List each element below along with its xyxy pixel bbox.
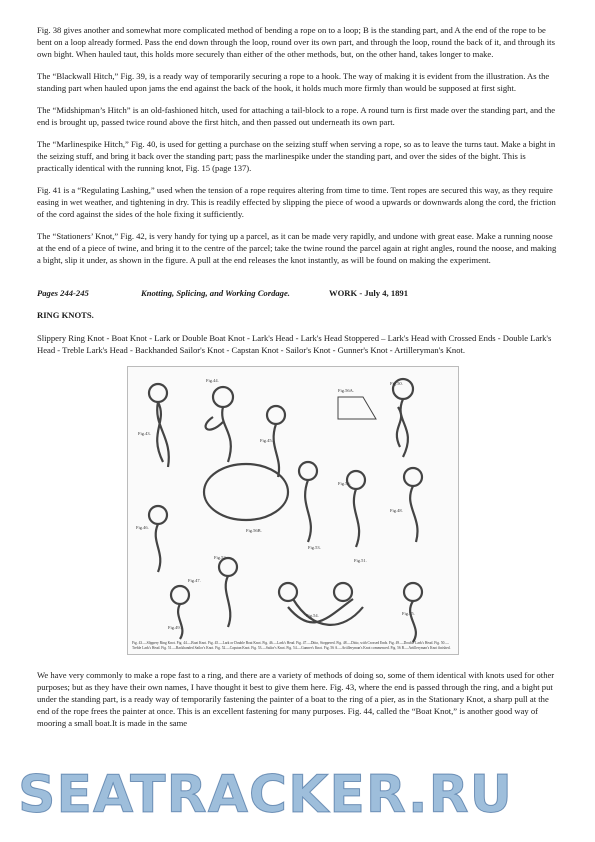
header-pages: Pages 244-245	[37, 288, 89, 298]
label-fig45: Fig.45.	[260, 438, 273, 443]
label-fig48: Fig.48.	[390, 508, 403, 513]
ring-fig47	[171, 586, 189, 604]
ring-fig49	[404, 468, 422, 486]
rope-fig49	[410, 486, 417, 542]
watermark-logo	[8, 742, 593, 832]
paragraph-blackwall-hitch: The “Blackwall Hitch,” Fig. 39, is a ready way of temporarily securing a rope to a hook. The way of making it is evident from the illustration. As the standing part when hauled upon jams the end against the back of the hook, it holds much more firmly than would be supposed at first sight.	[37, 71, 550, 93]
label-fig56a: Fig.56A.	[338, 388, 355, 393]
rope-fig56a	[338, 397, 376, 419]
ring-fig50	[299, 462, 317, 480]
rope-fig56b	[204, 464, 288, 520]
label-fig56: Fig.56.	[338, 481, 351, 486]
section-title: RING KNOTS.	[37, 310, 94, 320]
label-fig43: Fig.43.	[138, 431, 151, 436]
rope-fig47	[178, 604, 182, 639]
label-fig49: Fig.49.	[168, 625, 181, 630]
ring-fig46	[149, 506, 167, 524]
watermark-text: SEATRACKER.RU	[18, 765, 513, 825]
rope-fig52	[226, 576, 231, 627]
knot-list: Slippery Ring Knot - Boat Knot - Lark or Double Boat Knot - Lark's Head - Lark's Head Stoppered – Lark's Head with Crossed Ends - Double Lark's Head - Treble Lark's Head - Backhanded Sailor's Knot - Capstan Knot - Sailor's Knot - Gunner's Knot - Artilleryman's Knot.	[37, 333, 552, 355]
rope-fig54	[288, 599, 363, 625]
rope-fig50	[305, 480, 311, 542]
label-fig53: Fig.53.	[308, 545, 321, 550]
paragraph-midshipman-hitch: The “Midshipman’s Hitch” is an old-fashioned hitch, used for attaching a tail-block to a rope. A round turn is first made over the standing part, and the end is brought up, passed twice round above the first hitch, and then passed out underneath its own part.	[37, 105, 556, 127]
paragraph-marlinespike-hitch: The “Marlinespike Hitch,” Fig. 40, is used for getting a purchase on the seizing stuff when serving a rope, so as to leave the turns taut. Make a bight in the seizing stuff, and bring it back over the standing part; pass the marlinespike under the standing part, and over the sides of the bight. This is practically identical with the running knot, Fig. 15 (page 137).	[37, 139, 556, 173]
label-fig46: Fig.46.	[136, 525, 149, 530]
header-title: Knotting, Splicing, and Working Cordage.	[141, 288, 290, 298]
label-fig54: Fig.54.	[306, 613, 319, 618]
paragraph-regulating-lashing: Fig. 41 is a “Regulating Lashing,” used when the tension of a rope requires altering from time to time. Tent ropes are secured this way, as they require easing in wet weather, and tightening in dry. This is readily effected by slipping the piece of wood a upwards or downwards along the cord, the friction of the cord against the sides of the hole fixing it sufficiently.	[37, 185, 556, 219]
rope-fig55	[397, 399, 408, 457]
ring-fig43	[149, 384, 167, 402]
rope-fig45	[274, 424, 279, 477]
label-fig56b: Fig.56B.	[246, 528, 262, 533]
label-fig55: Fig.55.	[402, 611, 415, 616]
paragraph-ring-fastening: We have very commonly to make a rope fast to a ring, and there are a variety of methods of doing so, some of them identical with knots used for other purposes; but as they have their own names, I have thought it best to give them here. Fig. 43, where the end is passed through the ring, and a bight put under the standing part, is a ready way of temporarily fastening the painter of a boat to the ring of a pier, as in the Stationary Knot, a sharp pull at the end of the rope frees the painter at once. This is an excellent fastening for many purposes. Fig. 44, called the “Boat Knot,” is another good way of mooring a small boat.It is made in the same	[37, 670, 555, 728]
label-fig51: Fig.51.	[354, 558, 367, 563]
rope-fig51	[354, 489, 359, 547]
ring-fig53	[404, 583, 422, 601]
knot-illustrations	[128, 367, 458, 654]
rope-fig53	[410, 601, 416, 642]
document-page	[37, 24, 559, 739]
source-header	[37, 288, 559, 298]
label-fig50: Fig.50.	[390, 381, 403, 386]
label-fig47: Fig.47.	[188, 578, 201, 583]
figure-caption: Fig. 43.—Slippery Ring Knot. Fig. 44.—Boat Knot. Fig. 45.—Lark or Double Boat Knot. Fig. 46.—Lark's Head. Fig. 47.—Ditto, Stoppered. Fig. 48.—Ditto, with Crossed Ends. Fig. 49.—Double Lark's Head. Fig. 50.—Treble Lark's Head. Fig. 51.—Backhanded Sailor's Knot. Fig. 52.—Capstan Knot. Fig. 53.—Sailor's Knot. Fig. 54.—Gunner's Knot. Fig. 56 A.—Artilleryman's Knot commenced. Fig. 56 B.—Artilleryman's Knot finished.	[132, 641, 451, 650]
ring-fig52	[219, 558, 237, 576]
ring-fig45	[267, 406, 285, 424]
rope-fig43	[157, 402, 169, 467]
paragraph-stationers-knot: The “Stationers’ Knot,” Fig. 42, is very handy for tying up a parcel, as it can be made very rapidly, and undone with great ease. Make a running noose at the end of a piece of twine, and bring it to the centre of the parcel; take the twine round the parcel again at right angles, round the noose, and making a bight, slip it under, as shown in the figure. A pull at the end releases the knot instantly, as will be found on making the experiment.	[37, 231, 557, 265]
ring-knots-figure	[127, 366, 459, 655]
ring-fig51	[347, 471, 365, 489]
header-work: WORK - July 4, 1891	[329, 288, 409, 298]
paragraph-fig38: Fig. 38 gives another and somewhat more complicated method of bending a rope on to a loop; B is the standing part, and A the end of the rope to be bent on a loop already formed. Pass the end down through the loop, round over its own part, and through the loop, round the back of it, and through its own bight. When hauled taut, this holds more securely than either of the other methods, but, on the other hand, takes longer to make.	[37, 25, 555, 59]
label-fig44: Fig.44.	[206, 378, 219, 383]
rope-fig46	[156, 524, 161, 572]
label-fig52: Fig.52.	[214, 555, 227, 560]
ring-fig54b	[334, 583, 352, 601]
ring-fig54a	[279, 583, 297, 601]
ring-fig44	[213, 387, 233, 407]
rope-fig44	[206, 407, 231, 462]
